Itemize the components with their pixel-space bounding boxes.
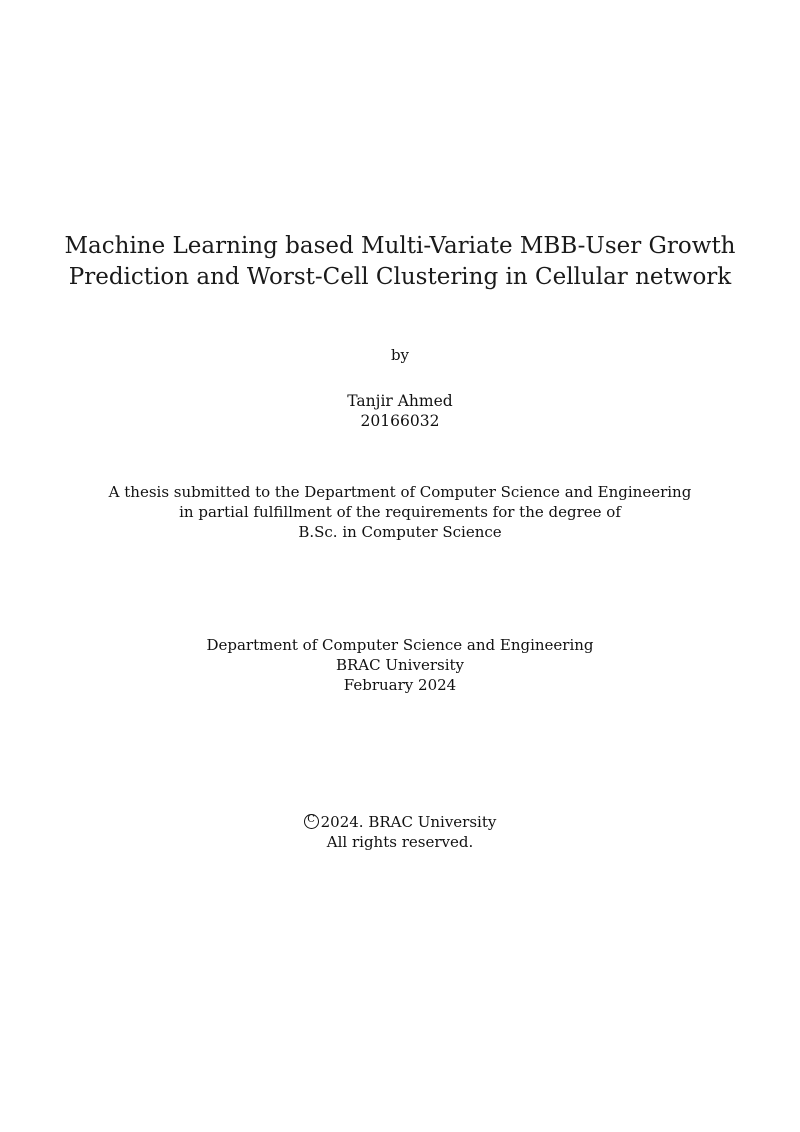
submission-statement [60, 482, 740, 542]
copyright-block [60, 807, 740, 852]
student-id: 20166032 [360, 412, 440, 430]
submission-date: February 2024 [343, 676, 457, 694]
degree-name: B.Sc. in Computer Science [298, 523, 502, 541]
submission-line-1: A thesis submitted to the Department of Computer Science and Engineering [108, 483, 692, 501]
thesis-title-line-2: Prediction and Worst-Cell Clustering in Cellular network [68, 264, 732, 290]
by-label: by [390, 346, 410, 364]
author-name: Tanjir Ahmed [347, 392, 453, 410]
author-block [60, 391, 740, 431]
copyright-line [304, 812, 497, 832]
copyright-icon: C [304, 814, 319, 829]
copyright-text: 2024. BRAC University [320, 812, 497, 831]
submission-line-2: in partial fulfillment of the requirements for the degree of [179, 503, 621, 521]
thesis-title-line-1: Machine Learning based Multi-Variate MBB-User Growth [64, 233, 736, 259]
university-name: BRAC University [335, 656, 464, 674]
department-name: Department of Computer Science and Engineering [206, 636, 594, 654]
rights-statement: All rights reserved. [326, 832, 474, 851]
institution-block [60, 635, 740, 695]
thesis-title [60, 231, 740, 293]
